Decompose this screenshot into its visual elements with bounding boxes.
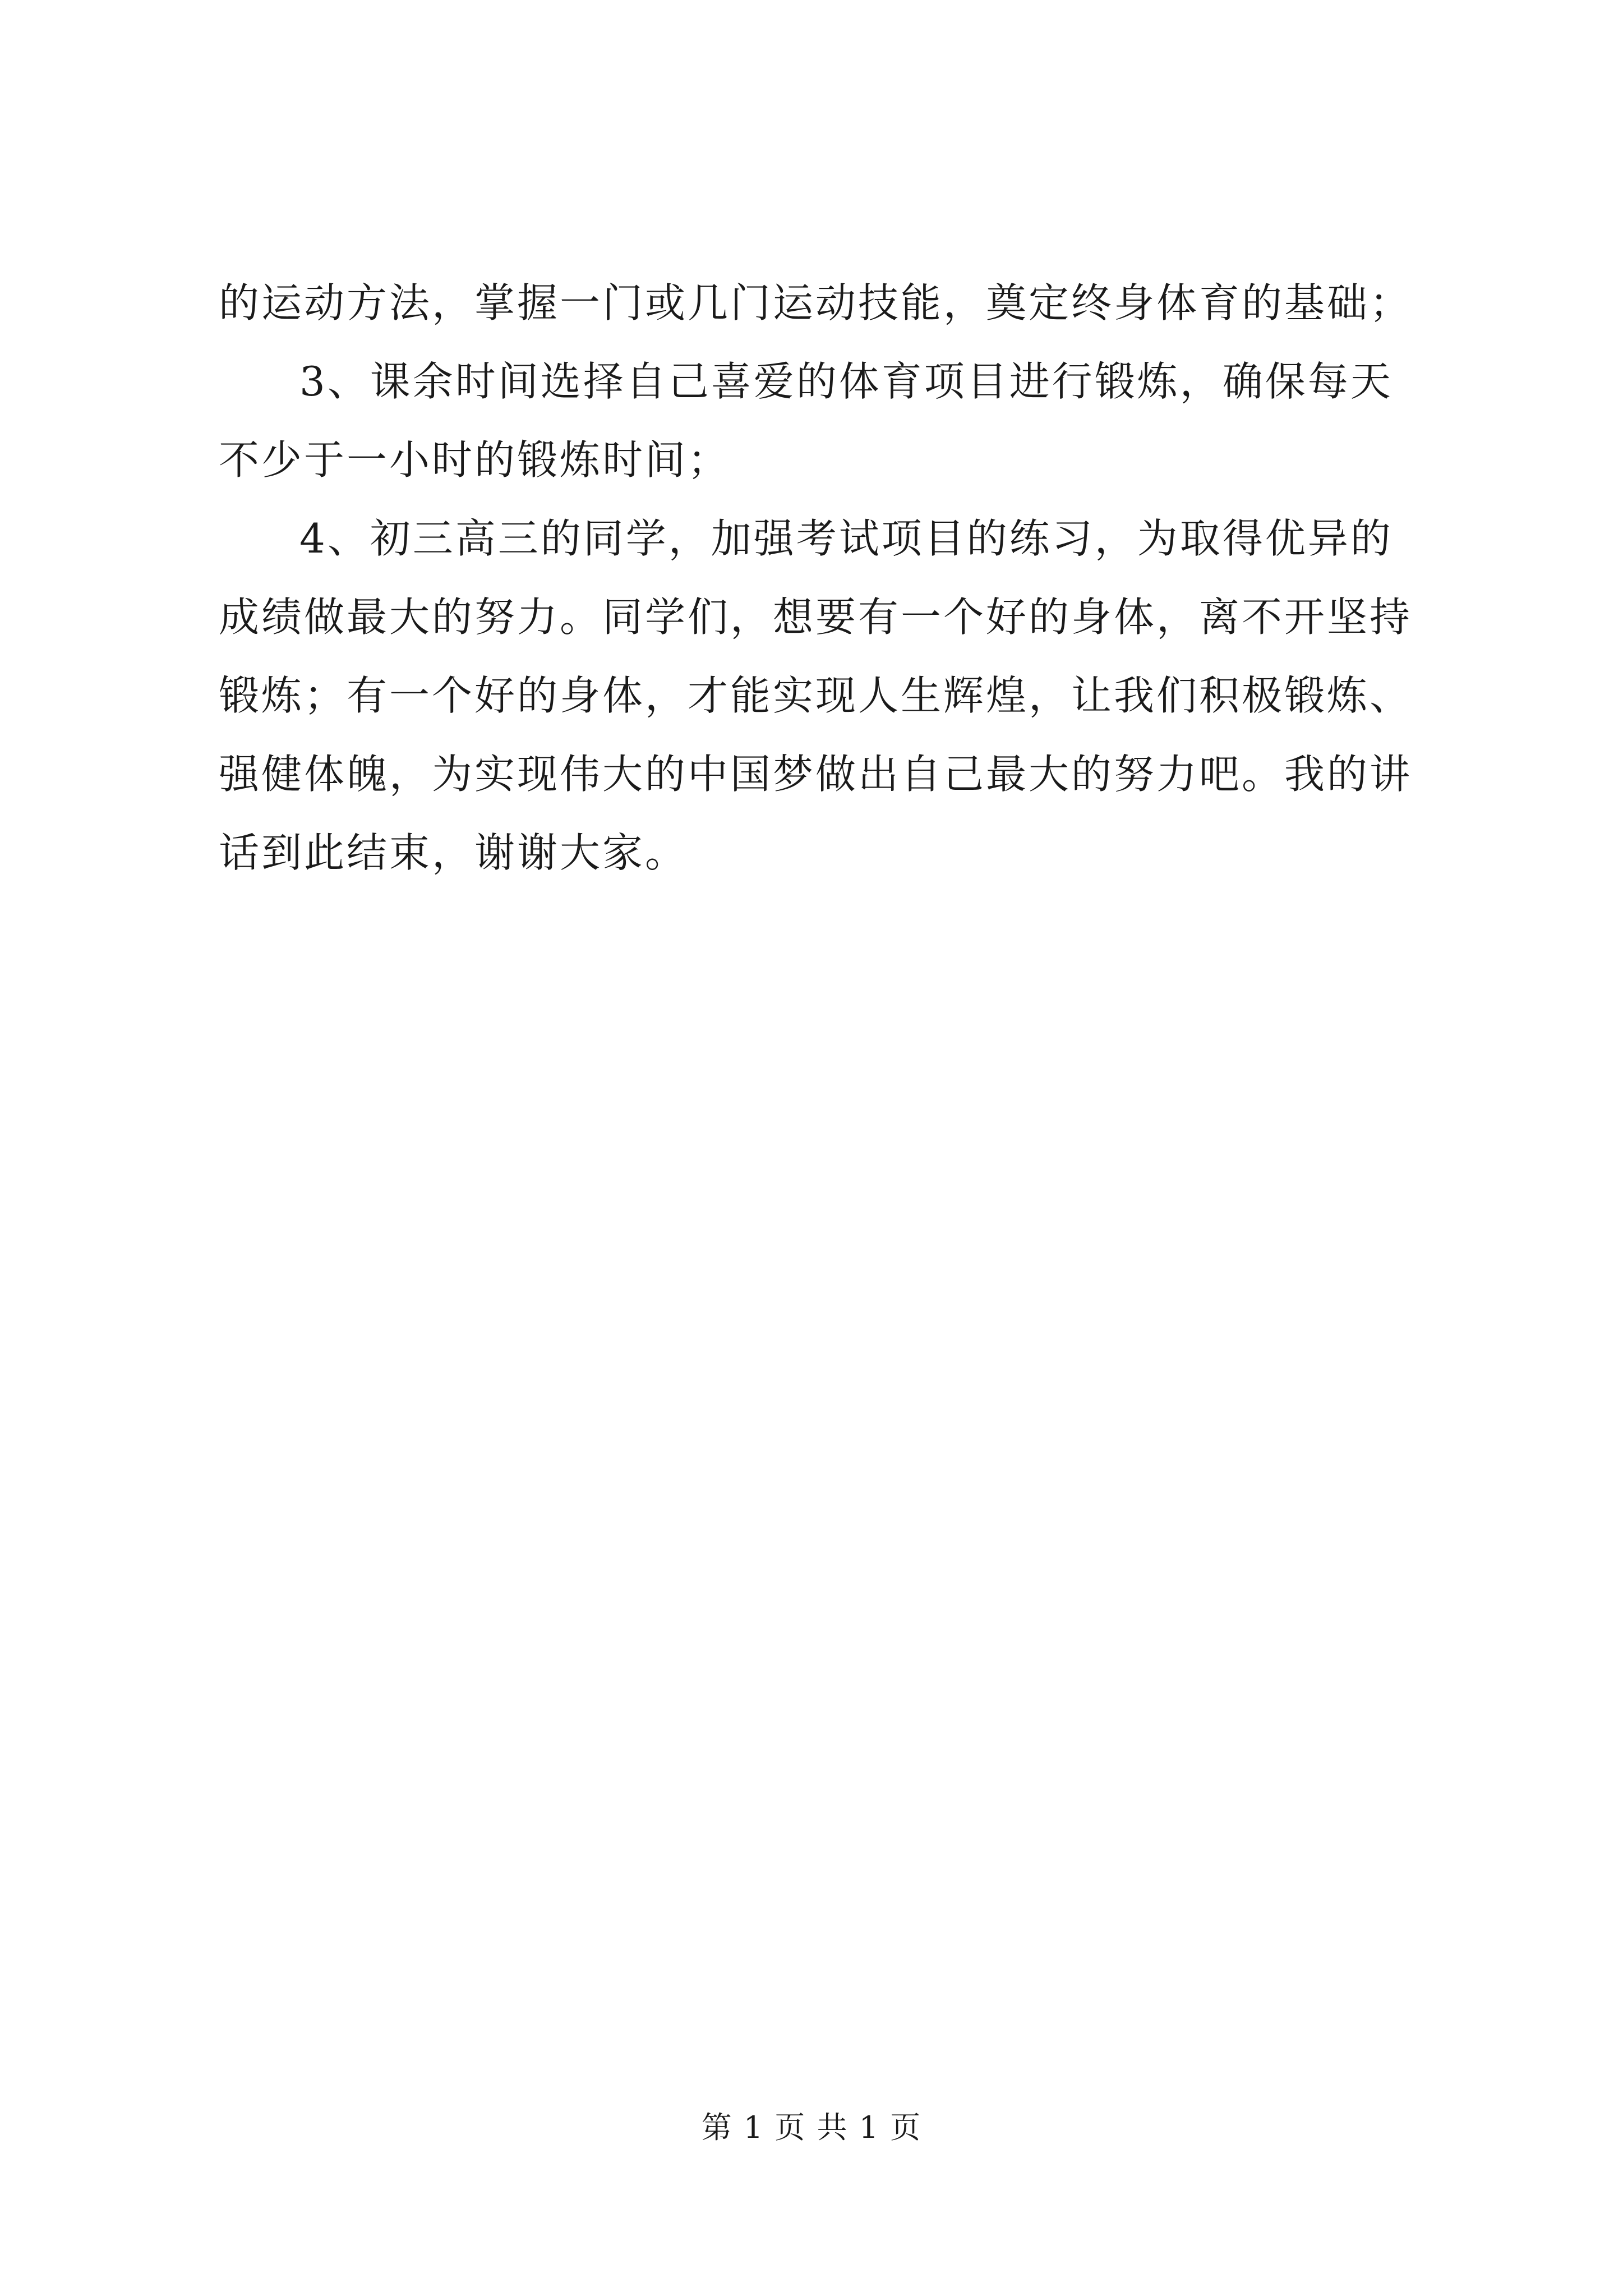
text-line: 锻炼；有一个好的身体，才能实现人生辉煌，让我们积极锻炼、 [219, 672, 1413, 719]
text-line: 3、课余时间选择自己喜爱的体育项目进行锻炼，确保每天 [299, 358, 1393, 405]
page-number-footer: 第 1 页 共 1 页 [701, 2110, 922, 2145]
text-line: 不少于一小时的锻炼时间； [219, 436, 731, 484]
text-line: 强健体魄，为实现伟大的中国梦做出自己最大的努力吧。我的讲 [219, 751, 1413, 798]
document-body [219, 264, 1424, 892]
text-line: 4、初三高三的同学，加强考试项目的练习，为取得优异的 [299, 515, 1393, 562]
text-line: 成绩做最大的努力。同学们，想要有一个好的身体，离不开坚持 [219, 593, 1413, 641]
text-line: 话到此结束，谢谢大家。 [219, 829, 688, 876]
text-line: 的运动方法，掌握一门或几门运动技能，奠定终身体育的基础； [219, 279, 1413, 326]
